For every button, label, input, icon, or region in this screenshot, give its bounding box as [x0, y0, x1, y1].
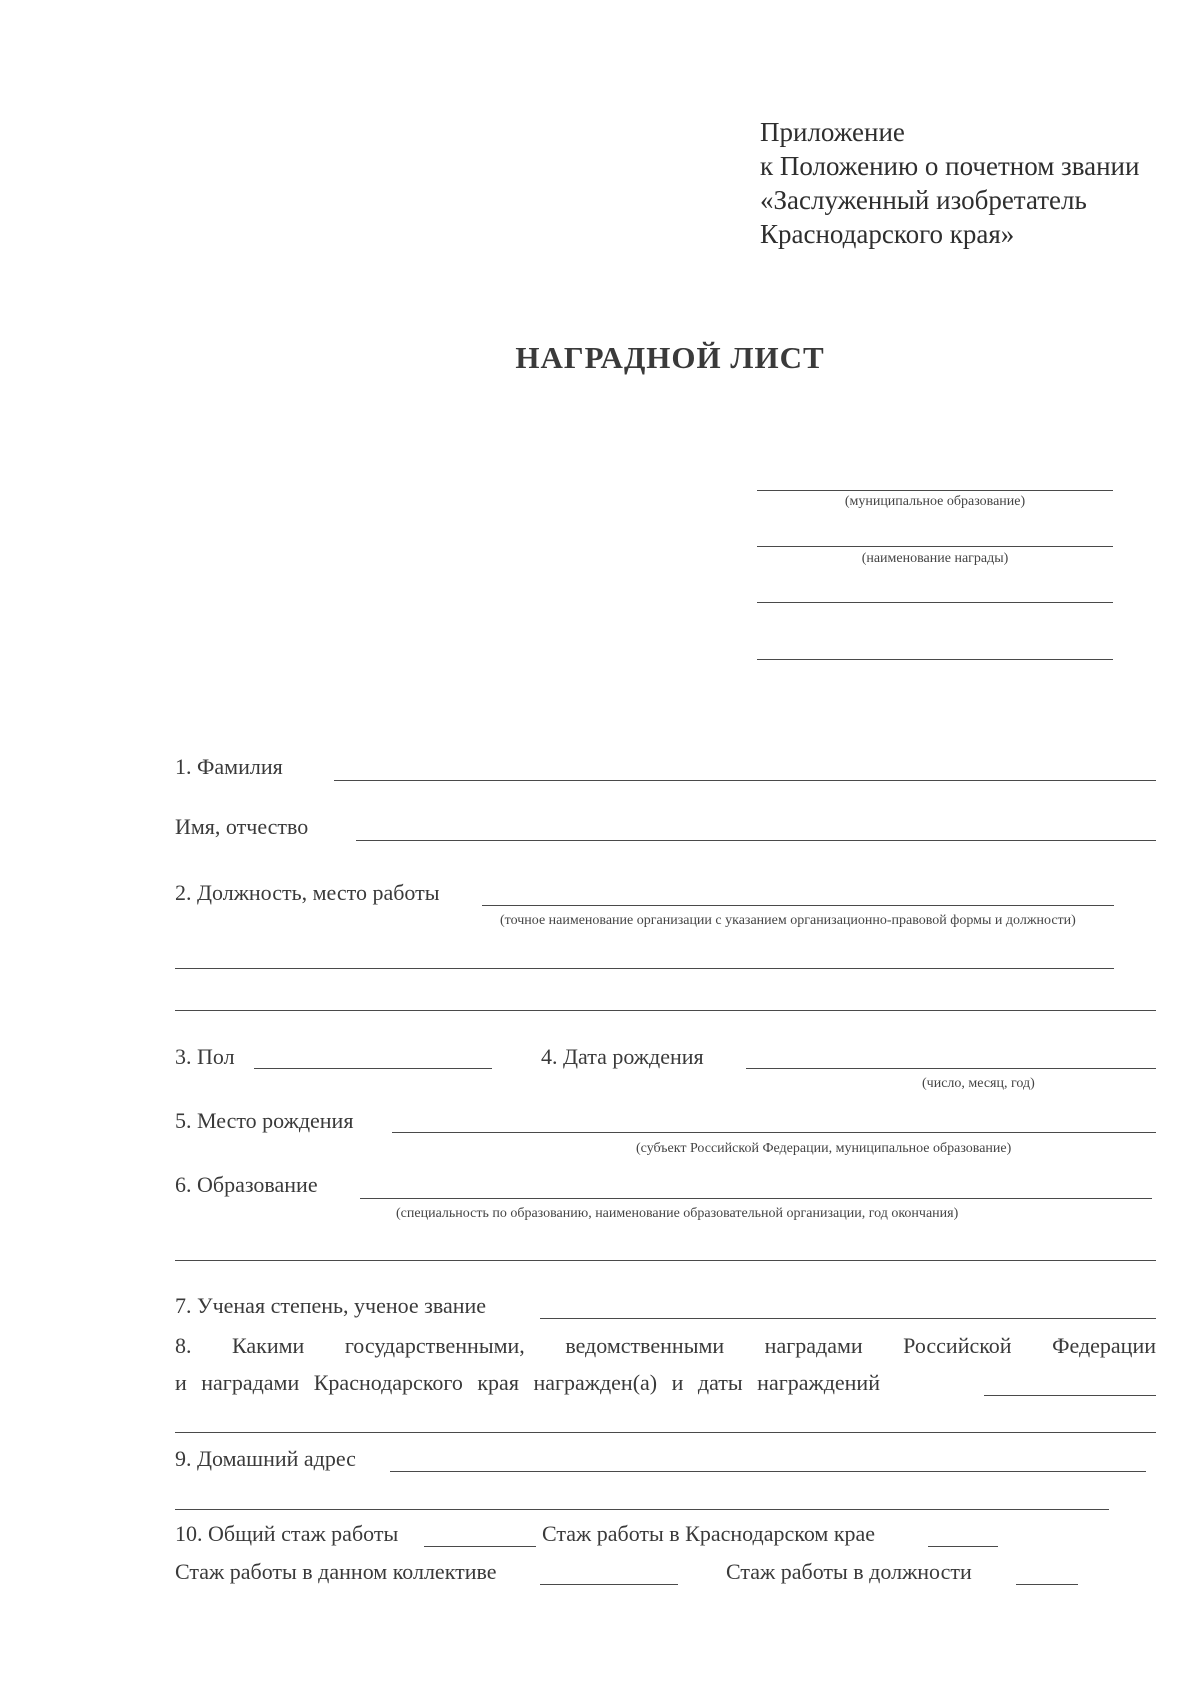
degree-label: 7. Ученая степень, ученое звание — [175, 1293, 487, 1318]
award-name-caption: (наименование награды) — [861, 551, 1009, 566]
awards-field-2[interactable] — [175, 1432, 1156, 1433]
municipality-field[interactable] — [757, 490, 1113, 491]
position-experience-field[interactable] — [1016, 1584, 1078, 1585]
sex-label: 3. Пол — [175, 1044, 235, 1069]
education-field-2[interactable] — [175, 1260, 1156, 1261]
team-experience-field[interactable] — [540, 1584, 678, 1585]
birthplace-caption: (субъект Российской Федерации, муниципальное образование) — [636, 1141, 1012, 1156]
education-field[interactable] — [360, 1198, 1152, 1199]
birthdate-caption: (число, месяц, год) — [922, 1076, 1035, 1091]
sex-field[interactable] — [254, 1068, 492, 1069]
total-experience-label: 10. Общий стаж работы — [175, 1521, 399, 1546]
award-name-field[interactable] — [757, 546, 1113, 547]
awards-label-line-1: 8. Какими государственными, ведомственными наградами Российской Федерации — [175, 1333, 1156, 1358]
birthplace-label: 5. Место рождения — [175, 1108, 354, 1133]
team-experience-label: Стаж работы в данном коллективе — [175, 1559, 497, 1584]
krasnodar-experience-field[interactable] — [928, 1546, 998, 1547]
awards-field[interactable] — [984, 1395, 1156, 1396]
name-label: Имя, отчество — [175, 814, 309, 839]
municipality-caption: (муниципальное образование) — [844, 494, 1026, 509]
name-field[interactable] — [356, 840, 1156, 841]
award-name-field-3[interactable] — [757, 659, 1113, 660]
appendix-note — [760, 115, 1139, 251]
krasnodar-experience-label: Стаж работы в Краснодарском крае — [542, 1521, 876, 1546]
birthdate-label: 4. Дата рождения — [541, 1044, 704, 1069]
position-field[interactable] — [482, 905, 1114, 906]
position-field-2[interactable] — [175, 968, 1114, 969]
appendix-line-4: Краснодарского края» — [760, 219, 1015, 249]
address-field-2[interactable] — [175, 1509, 1109, 1510]
appendix-line-3: «Заслуженный изобретатель — [760, 185, 1087, 215]
position-label: 2. Должность, место работы — [175, 880, 440, 905]
birthplace-field[interactable] — [392, 1132, 1156, 1133]
award-name-field-2[interactable] — [757, 602, 1113, 603]
surname-label: 1. Фамилия — [175, 754, 283, 779]
birthdate-field[interactable] — [746, 1068, 1156, 1069]
total-experience-field[interactable] — [424, 1546, 536, 1547]
position-field-3[interactable] — [175, 1010, 1156, 1011]
position-experience-label: Стаж работы в должности — [726, 1559, 972, 1584]
degree-field[interactable] — [540, 1318, 1156, 1319]
awards-label-line-2: и наградами Краснодарского края награжден(а) и даты награждений — [175, 1370, 880, 1395]
position-caption: (точное наименование организации с указанием организационно-правовой формы и должности) — [500, 913, 1076, 928]
education-label: 6. Образование — [175, 1172, 318, 1197]
address-field[interactable] — [390, 1471, 1146, 1472]
appendix-line-2: к Положению о почетном звании — [760, 151, 1140, 181]
education-caption: (специальность по образованию, наименование образовательной организации, год окончания) — [396, 1206, 959, 1221]
document-title: НАГРАДНОЙ ЛИСТ — [515, 340, 825, 375]
address-label: 9. Домашний адрес — [175, 1446, 356, 1471]
appendix-line-1: Приложение — [760, 117, 905, 147]
surname-field[interactable] — [334, 780, 1156, 781]
